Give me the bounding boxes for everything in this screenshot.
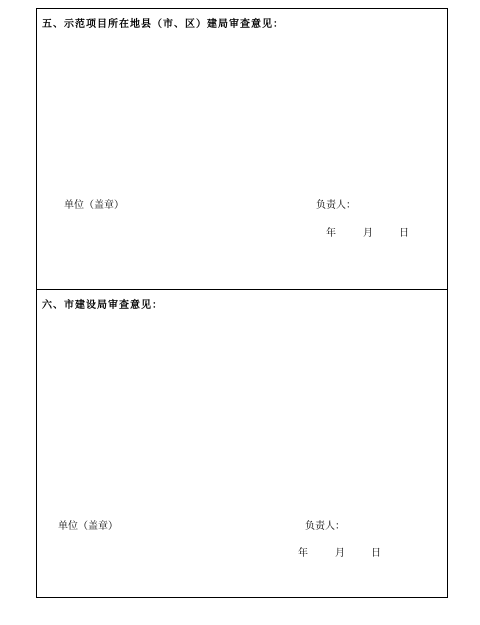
date-year-label: 年: [298, 548, 308, 559]
date-month-label: 月: [335, 548, 345, 559]
responsible-person-label: 负责人：: [305, 521, 345, 532]
unit-seal-label: 单位（盖章）: [64, 200, 124, 211]
section-heading: 六、市建设局审查意见：: [42, 300, 163, 311]
section-heading: 五、示范项目所在地县（市、区）建局审查意见：: [42, 19, 284, 30]
date-year-label: 年: [326, 228, 336, 239]
review-form: [36, 8, 448, 598]
unit-seal-label: 单位（盖章）: [58, 521, 118, 532]
date-month-label: 月: [363, 228, 373, 239]
section-county-review: [37, 9, 447, 290]
date-day-label: 日: [399, 228, 409, 239]
responsible-person-label: 负责人：: [316, 200, 356, 211]
date-day-label: 日: [371, 548, 381, 559]
section-city-review: [37, 290, 447, 599]
